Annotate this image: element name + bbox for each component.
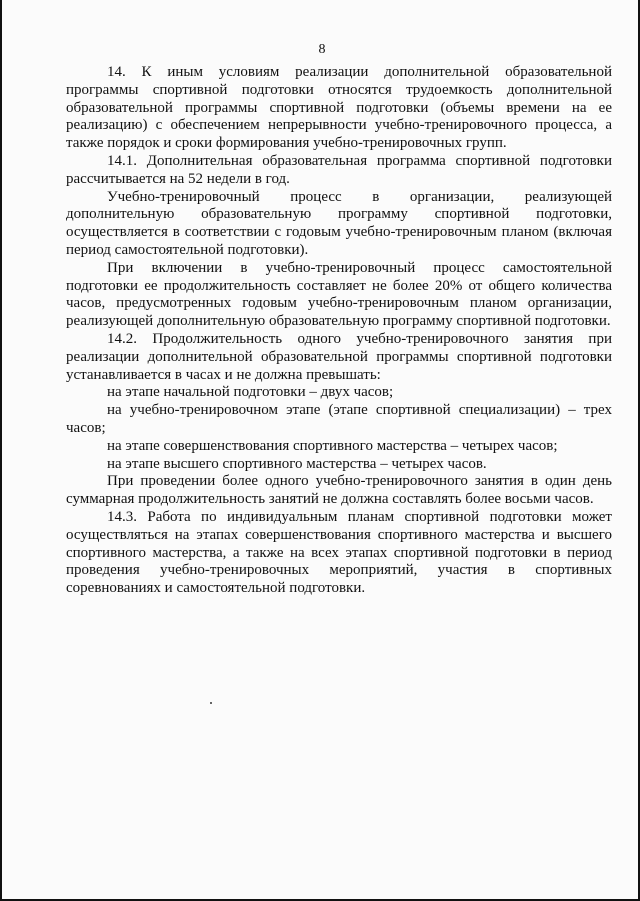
- paragraph-14-2: 14.2. Продолжительность одного учебно-тренировочного занятия при реализации дополнительной образовательной программы спортивной подготовки устанавливается в часах и не должна превышать:: [66, 330, 612, 383]
- paragraph-training-process: Учебно-тренировочный процесс в организации, реализующей дополнительную образовательную программу спортивной подготовки, осуществляется в соответствии с годовым учебно-тренировочным планом (включая период самостоятельной подготовки).: [66, 188, 612, 258]
- list-item-higher-mastery-stage: на этапе высшего спортивного мастерства – четырех часов.: [107, 455, 487, 472]
- paragraph-multiple-sessions: При проведении более одного учебно-тренировочного занятия в один день суммарная продолжительность занятий не должна составлять более восьми часов.: [66, 473, 612, 508]
- list-item-initial-stage: на этапе начальной подготовки – двух часов;: [107, 384, 394, 401]
- paragraph-self-training: При включении в учебно-тренировочный процесс самостоятельной подготовки ее продолжительность составляет не более 20% от общего количества часов, предусмотренных годовым учебно-тренировочным планом организации, реализующей дополнительную образовательную программу спортивной подготовки.: [66, 259, 612, 330]
- paragraph-14-3: 14.3. Работа по индивидуальным планам спортивной подготовки может осуществляться на этапах совершенствования спортивного мастерства и высшего спортивного мастерства, а также на всех этапах спортивной подготовки в период проведения учебно-тренировочных мероприятий, участия в спортивных соревнованиях и самостоятельной подготовки.: [66, 508, 612, 597]
- document-body: [66, 64, 612, 598]
- list-item-improvement-stage: на этапе совершенствования спортивного мастерства – четырех часов;: [107, 437, 558, 454]
- list-item-training-stage: на учебно-тренировочном этапе (этапе спортивной специализации) – трех часов;: [66, 402, 612, 436]
- paragraph-14-1: 14.1. Дополнительная образовательная программа спортивной подготовки рассчитывается на 52 недели в год.: [66, 152, 612, 187]
- scan-speck: [210, 702, 212, 704]
- page-number: 8: [318, 42, 326, 57]
- paragraph-14: 14. К иным условиям реализации дополнительной образовательной программы спортивной подготовки относятся трудоемкость дополнительной образовательной программы спортивной подготовки (объемы времени на ее реализацию) с обеспечением непрерывности учебно-тренировочного процесса, а также порядок и сроки формирования учебно-тренировочных групп.: [66, 64, 612, 152]
